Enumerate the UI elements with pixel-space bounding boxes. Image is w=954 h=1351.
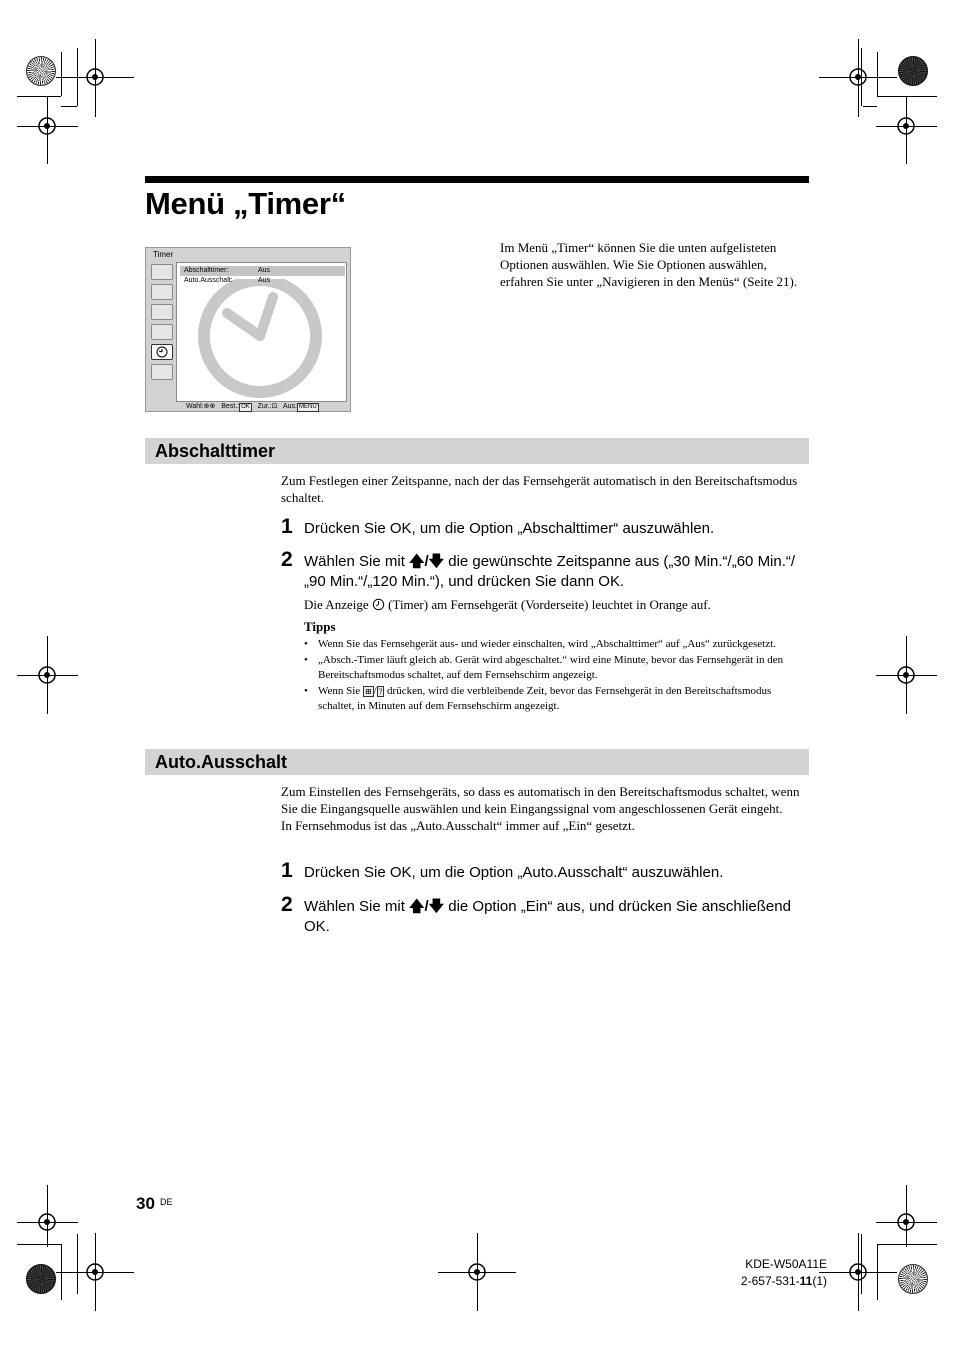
- print-rosette-icon: [898, 1264, 928, 1294]
- tv-menu-footer: Wahl:⊕⊕ Best.: OK Zur.:⊡ Aus: MENU: [186, 403, 317, 410]
- tv-menu-row: Abschalttimer: Aus: [180, 266, 345, 276]
- step-number: 1: [281, 515, 293, 538]
- registration-mark-icon: [75, 57, 115, 97]
- section2-description: Zum Einstellen des Fernsehgeräts, so dass es automatisch in den Bereitschaftsmodus schaltet, wenn Sie die Eingangsquelle auswählen und kein Eingangssignal vom angeschlossenen Gerät eingeht. In Fernsehmodus ist das „Auto.Ausschalt“ immer auf „Ein“ gesetzt.: [281, 784, 800, 833]
- tv-menu-panel: [176, 262, 347, 402]
- page-title: Menü „Timer“: [145, 186, 346, 221]
- list-item: • „Absch.-Timer läuft gleich ab. Gerät wird abgeschaltet.“ wird eine Minute, bevor das Fernsehgerät in den Bereitschaftsmodus schaltet, auf dem Fernsehschirm angezeigt.: [304, 653, 784, 683]
- tips-heading: Tipps: [304, 619, 336, 634]
- step-number: 2: [281, 893, 293, 916]
- up-down-arrow-icon: 🡅/🡇: [409, 898, 445, 915]
- registration-mark-icon: [27, 106, 67, 146]
- registration-mark-icon: [457, 1252, 497, 1292]
- model-number: KDE-W50A11E: [745, 1257, 827, 1271]
- registration-mark-icon: [838, 1252, 878, 1292]
- clock-watermark-icon: [195, 279, 335, 399]
- up-down-arrow-icon: 🡅/🡇: [409, 553, 445, 570]
- tips-list: [304, 637, 784, 715]
- section-heading-auto-ausschalt: Auto.Ausschalt: [145, 749, 809, 775]
- list-item: • Wenn Sie ⊞ / ? drücken, wird die verbleibende Zeit, bevor das Fernsehgerät in den Bereitschaftsmodus schaltet, in Minuten auf dem Fernsehschirm angezeigt.: [304, 684, 784, 714]
- registration-mark-icon: [838, 57, 878, 97]
- title-rule: [145, 176, 809, 183]
- help-key-icon: ?: [378, 687, 383, 696]
- registration-mark-icon: [75, 1252, 115, 1292]
- registration-mark-icon: [886, 1202, 926, 1242]
- section-heading-abschalttimer: Abschalttimer: [145, 438, 809, 464]
- intro-text: Im Menü „Timer“ können Sie die unten aufgelisteten Optionen auswählen. Wie Sie Optionen auswählen, erfahren Sie unter „Navigieren in den Menüs“ (Seite 21).: [500, 240, 798, 289]
- tv-menu-screenshot: [145, 247, 351, 412]
- section1-note: Die Anzeige (Timer) am Fernsehgerät (Vorderseite) leuchtet in Orange auf.: [304, 597, 711, 612]
- tv-menu-row: Auto.Ausschalt: Aus: [184, 277, 271, 284]
- screen-menu-icon: [151, 304, 173, 320]
- print-rosette-icon: [898, 56, 928, 86]
- registration-mark-icon: [27, 1202, 67, 1242]
- page-language: DE: [160, 1197, 173, 1207]
- registration-mark-icon: [886, 655, 926, 695]
- section1-description: Zum Festlegen einer Zeitspanne, nach der das Fernsehgerät automatisch in den Bereitschaftsmodus schaltet.: [281, 473, 798, 505]
- print-rosette-icon: [26, 1264, 56, 1294]
- picture-menu-icon: [151, 264, 173, 280]
- back-key-icon: ⊡: [271, 403, 278, 410]
- step-text: Drücken Sie OK, um die Option „Auto.Ausschalt“ auszuwählen.: [304, 864, 724, 881]
- part-code: 2-657-531-11(1): [740, 1274, 827, 1288]
- print-rosette-icon: [26, 56, 56, 86]
- step-text: Wählen Sie mit 🡅/🡇 die gewünschte Zeitspanne aus („30 Min.“/„60 Min.“/„90 Min.“/„120 Min.“), und drücken Sie dann OK.: [304, 553, 796, 590]
- features-menu-icon: [151, 324, 173, 340]
- updown-key-icon: ⊕⊕: [203, 403, 216, 410]
- tv-menu-title: Timer: [153, 250, 174, 259]
- timer-menu-icon: [151, 344, 173, 360]
- registration-mark-icon: [886, 106, 926, 146]
- setup-menu-icon: [151, 364, 173, 380]
- info-key-icon: ⊞: [364, 687, 372, 696]
- timer-indicator-icon: [372, 598, 385, 611]
- sound-menu-icon: [151, 284, 173, 300]
- step-text: Drücken Sie OK, um die Option „Abschalttimer“ auszuwählen.: [304, 520, 715, 537]
- step-number: 2: [281, 548, 293, 571]
- tv-menu-icon-column: [149, 262, 175, 402]
- page-number: 30: [136, 1194, 155, 1213]
- step-text: Wählen Sie mit 🡅/🡇 die Option „Ein“ aus, und drücken Sie anschließend OK.: [304, 898, 791, 935]
- model-info: [700, 1256, 827, 1290]
- step-number: 1: [281, 859, 293, 882]
- registration-mark-icon: [27, 655, 67, 695]
- list-item: • Wenn Sie das Fernsehgerät aus- und wieder einschalten, wird „Abschalttimer“ auf „Aus“ zurückgesetzt.: [304, 637, 784, 652]
